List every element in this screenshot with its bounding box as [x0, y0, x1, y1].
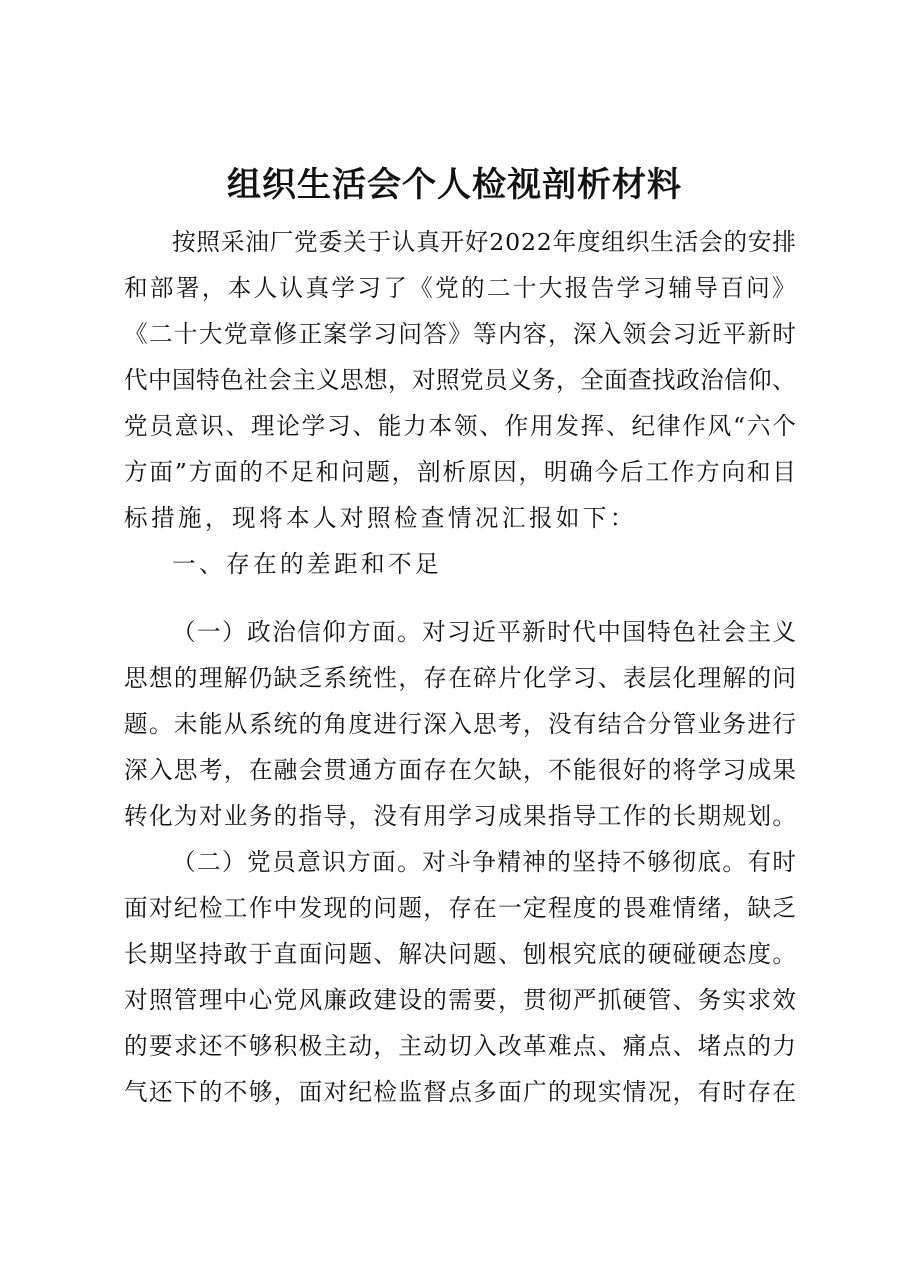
paragraph-1-line: 题 。 未 能 从 系 统 的 角 度 进 行 深 入 思 考 ， 没 有 结 合 分 管 业 务 进 行 [124, 710, 796, 738]
intro-line: 党 员 意 识 、 理 论 学 习 、 能 力 本 领 、 作 用 发 挥 、 纪 律 作 风 “ 六 个 [124, 412, 796, 440]
document-title: 组织生活会个人检视剖析材料 [227, 165, 682, 205]
intro-line: 《 二 十 大 党 章 修 正 案 学 习 问 答 》 等 内 容 ， 深 入 领 会 习 近 平 新 时 [124, 320, 796, 348]
paragraph-2-line: 对 照 管 理 中 心 党 风 廉 政 建 设 的 需 要 ， 贯 彻 严 抓 硬 管 、 务 实 求 效 [124, 986, 796, 1014]
paragraph-1-line: 深 入 思 考 ， 在 融 会 贯 通 方 面 存 在 欠 缺 ， 不 能 很 好 的 将 学 习 成 果 [124, 756, 796, 784]
section-heading: 一、存在的差距和不足 [172, 550, 442, 578]
intro-line: 按 照 采 油 厂 党 委 关 于 认 真 开 好 2 0 2 2 年 度 组 织 生 活 会 的 安 排 [172, 228, 796, 256]
intro-line: 代 中 国 特 色 社 会 主 义 思 想 ， 对 照 党 员 义 务 ， 全 面 查 找 政 治 信 仰 、 [124, 366, 796, 394]
paragraph-2-line: 的 要 求 还 不 够 积 极 主 动 ， 主 动 切 入 改 革 难 点 、 痛 点 、 堵 点 的 力 [124, 1032, 796, 1060]
paragraph-1-line: 思 想 的 理 解 仍 缺 乏 系 统 性 ， 存 在 碎 片 化 学 习 、 表 层 化 理 解 的 问 [124, 664, 796, 692]
paragraph-2-line: 长 期 坚 持 敢 于 直 面 问 题 、 解 决 问 题 、 刨 根 究 底 的 硬 碰 硬 态 度 。 [124, 940, 796, 968]
intro-line: 标措施，现将本人对照检查情况汇报如下： [124, 504, 637, 532]
intro-line: 方 面 ” 方 面 的 不 足 和 问 题 ， 剖 析 原 因 ， 明 确 今 后 工 作 方 向 和 目 [124, 458, 796, 486]
intro-line: 和 部 署 ， 本 人 认 真 学 习 了 《 党 的 二 十 大 报 告 学 习 辅 导 百 问 》 [124, 274, 796, 302]
paragraph-1-line: （ 一 ） 政 治 信 仰 方 面 。 对 习 近 平 新 时 代 中 国 特 色 社 会 主 义 [172, 618, 796, 646]
paragraph-2-line: 气 还 下 的 不 够 ， 面 对 纪 检 监 督 点 多 面 广 的 现 实 情 况 ， 有 时 存 在 [124, 1078, 796, 1106]
paragraph-1-line: 转 化 为 对 业 务 的 指 导 ， 没 有 用 学 习 成 果 指 导 工 作 的 长 期 规 划 。 [124, 802, 796, 830]
paragraph-2-line: 面 对 纪 检 工 作 中 发 现 的 问 题 ， 存 在 一 定 程 度 的 畏 难 情 绪 ， 缺 乏 [124, 894, 796, 922]
paragraph-2-line: （ 二 ） 党 员 意 识 方 面 。 对 斗 争 精 神 的 坚 持 不 够 彻 底 。 有 时 [172, 848, 796, 876]
